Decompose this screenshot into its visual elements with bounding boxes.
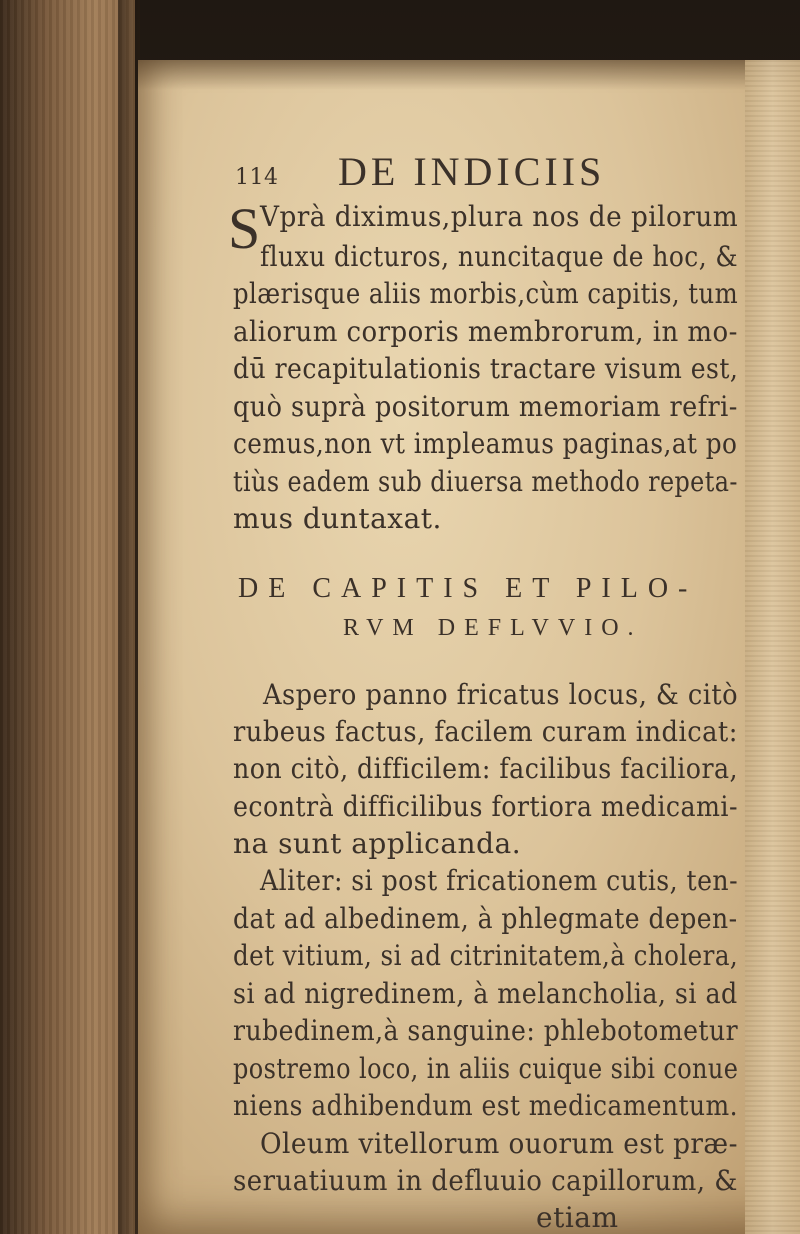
text-line: quò suprà positorum memoriam refri- [233,390,738,423]
text-line: rubeus factus, facilem curam indicat: [233,715,738,748]
text-line: Aliter: si post fricationem cutis, ten- [260,864,739,897]
text-line: niens adhibendum est medicamentum. [233,1089,738,1122]
book-binding [0,0,135,1234]
catchword: etiam [536,1201,619,1234]
text-line: si ad nigredinem, à melancholia, si ad [233,977,738,1010]
text-line: Oleum vitellorum ouorum est præ- [260,1127,738,1160]
text-line: Aspero panno fricatus locus, & citò [263,678,739,711]
text-line: tiùs eadem sub diuersa methodo repeta- [233,465,738,498]
text-line: rubedinem,à sanguine: phlebotometur [233,1014,739,1047]
text-line: seruatiuum in defluuio capillorum, & [233,1164,738,1197]
text-line: plærisque aliis morbis,cùm capitis, tum [233,277,739,310]
heading-line-1: DE CAPITIS ET PILO- [238,573,698,604]
initial-capital: S [228,196,261,261]
text-line: econtrà difficilibus fortiora medicami- [233,790,738,823]
text-line: na sunt applicanda. [233,827,522,860]
binding-shadow [118,0,140,1234]
text-line: det vitium, si ad citrinitatem,à cholera, [233,939,739,972]
page-number: 114 [235,165,279,190]
text-line: cemus,non vt impleamus paginas,at po [233,427,738,460]
text-line: aliorum corporis membrorum, in mo- [233,315,738,348]
text-line: dū recapitulationis tractare visum est, [233,352,739,385]
heading-line-2: RVM DEFLVVIO. [343,615,643,641]
facing-page-edge [745,60,800,1234]
book-page [138,60,800,1234]
running-title: DE INDICIIS [338,149,606,194]
text-line: mus duntaxat. [233,502,442,535]
text-line: non citò, difficilem: facilibus faciliora, [233,752,739,785]
text-line: postremo loco, in aliis cuique sibi conue [233,1052,739,1085]
text-line: dat ad albedinem, à phlegmate depen- [233,902,738,935]
text-line: Vprà diximus,plura nos de pilorum [260,200,739,233]
text-line: fluxu dicturos, nuncitaque de hoc, & [260,240,739,273]
